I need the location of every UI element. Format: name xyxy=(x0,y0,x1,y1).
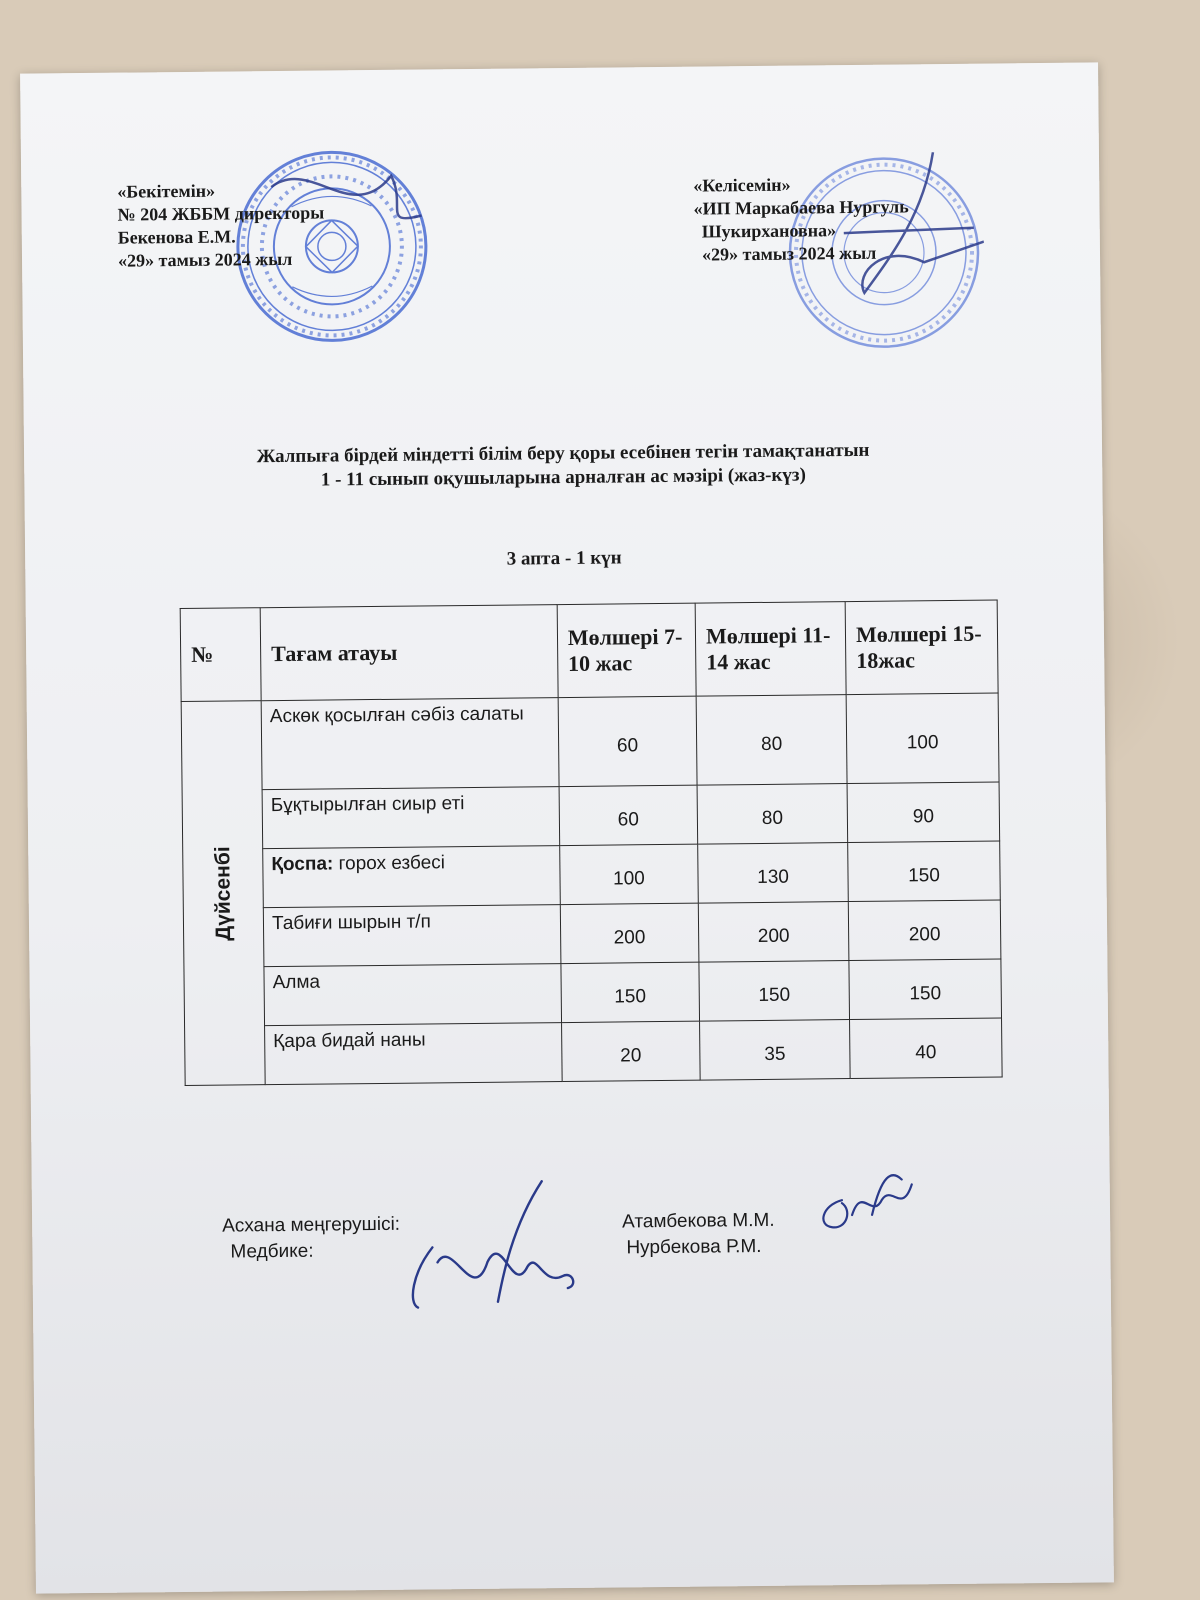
table-row xyxy=(183,841,1001,909)
amount-11-14: 35 xyxy=(700,1020,851,1081)
handwritten-signature xyxy=(392,1176,613,1318)
amount-7-10: 200 xyxy=(560,903,699,963)
approval-line: № 204 ЖББМ директоры xyxy=(117,202,325,225)
table-row xyxy=(183,900,1001,968)
amount-7-10: 60 xyxy=(558,696,697,786)
amount-15-18: 200 xyxy=(848,900,1001,961)
dish-text: Аскөк қосылған сәбіз салаты xyxy=(269,703,524,728)
dish-text: Алма xyxy=(272,971,321,994)
dish-name xyxy=(264,964,561,1026)
title-line-2: 1 - 11 сынып оқушыларына арналған ас мәзірі (жаз-күз) xyxy=(320,464,806,491)
amount-15-18: 90 xyxy=(847,782,1000,843)
title-line-1: Жалпыға бірдей міндетті білім беру қоры есебінен тегін тамақтанатын xyxy=(256,439,870,468)
approval-line: «Бекітемін» xyxy=(117,180,216,202)
dish-name xyxy=(263,846,560,908)
role-kitchen-head: Асхана меңгерушісі: xyxy=(222,1213,401,1237)
table-header-row xyxy=(180,600,998,702)
approval-block xyxy=(117,179,325,273)
dish-text: Табиғи шырын т/п xyxy=(271,911,431,935)
agreement-line: «Келісемін» xyxy=(693,174,791,196)
document-sheet xyxy=(20,62,1114,1593)
amount-7-10: 60 xyxy=(559,785,698,845)
dish-name xyxy=(263,905,560,967)
menu-table xyxy=(180,599,1003,1086)
amount-11-14: 80 xyxy=(696,695,847,786)
amount-15-18: 100 xyxy=(846,693,999,784)
signature-names xyxy=(622,1208,775,1262)
table-row xyxy=(184,959,1002,1027)
amount-15-18: 150 xyxy=(848,841,1001,902)
header-number: № xyxy=(180,608,261,702)
amount-11-14: 200 xyxy=(698,902,849,963)
agreement-line: «29» тамыз 2024 жыл xyxy=(701,242,877,265)
dish-name xyxy=(265,1023,562,1085)
document-title xyxy=(24,436,1102,495)
amount-11-14: 80 xyxy=(697,784,848,845)
approval-line: Бекенова Е.М. xyxy=(117,226,236,248)
amount-7-10: 100 xyxy=(559,844,698,904)
agreement-line: «ИП Маркабаева Нургуль xyxy=(693,196,909,219)
header-age-7-10: Мөлшері 7-10 жас xyxy=(557,603,696,697)
name-nurse: Нурбекова Р.М. xyxy=(626,1235,762,1259)
header-age-15-18: Мөлшері 15-18жас xyxy=(845,600,998,695)
dish-text: Қара бидай наны xyxy=(273,1029,426,1053)
dish-bold-prefix: Қоспа: xyxy=(271,853,334,876)
amount-15-18: 150 xyxy=(849,959,1002,1020)
table-row xyxy=(182,782,1000,850)
amount-7-10: 150 xyxy=(561,962,700,1022)
week-day-subtitle: 3 апта - 1 күн xyxy=(506,547,622,570)
amount-15-18: 40 xyxy=(850,1018,1003,1079)
name-kitchen-head: Атамбекова М.М. xyxy=(622,1209,775,1233)
signature-roles xyxy=(222,1212,400,1266)
amount-7-10: 20 xyxy=(561,1021,700,1081)
dish-text: горох езбесі xyxy=(338,852,446,875)
dish-name xyxy=(262,787,559,849)
dish-text: Бұқтырылған сиыр еті xyxy=(270,793,465,817)
day-label: Дүйсенбі xyxy=(210,845,235,941)
approval-line: «29» тамыз 2024 жыл xyxy=(117,248,293,271)
header-dish-name: Тағам атауы xyxy=(260,605,558,701)
day-cell xyxy=(181,701,265,1086)
amount-11-14: 150 xyxy=(699,961,850,1022)
table-row xyxy=(181,693,999,791)
table-row xyxy=(185,1018,1003,1086)
dish-name xyxy=(261,698,559,790)
role-nurse: Медбике: xyxy=(230,1240,314,1263)
amount-11-14: 130 xyxy=(698,843,849,904)
handwritten-initials xyxy=(812,1164,923,1245)
agreement-line: Шукирхановна» xyxy=(701,220,837,242)
agreement-block xyxy=(693,172,909,266)
header-age-11-14: Мөлшері 11-14 жас xyxy=(695,602,846,697)
